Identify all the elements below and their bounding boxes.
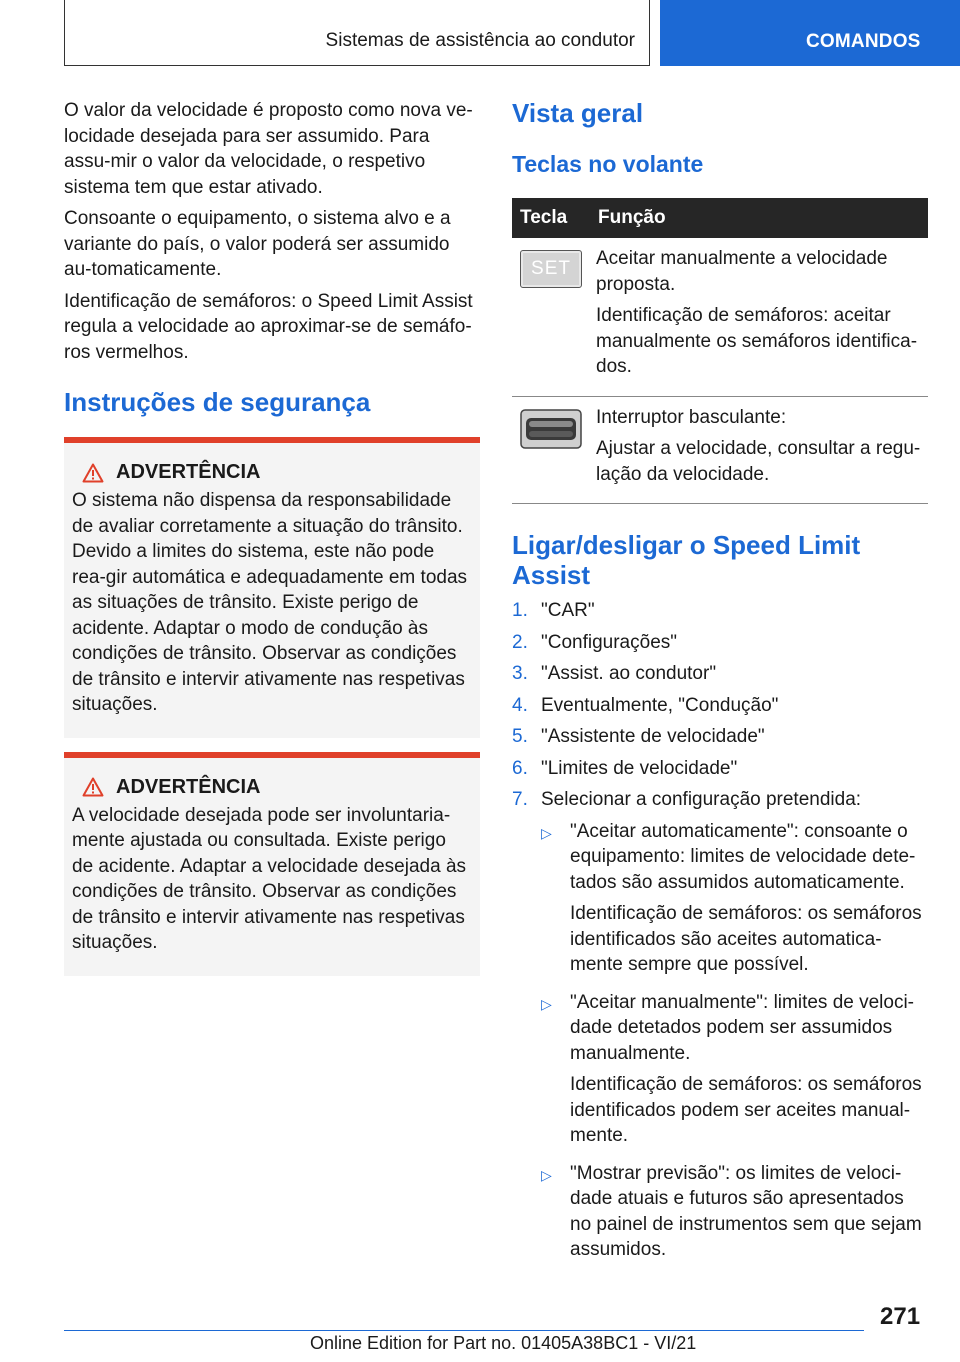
paragraph: Identificação de semáforos: o Speed Limit Assist regula a velocidade ao aproximar-se de semáfo-ros vermelhos. bbox=[64, 290, 473, 363]
table-header-row bbox=[512, 198, 928, 238]
warning-header bbox=[72, 776, 472, 799]
option-text: Identificação de semáforos: os semáforos identificados são aceites automatica-mente sempre que possível. bbox=[570, 903, 922, 975]
function-text: Ajustar a velocidade, consultar a regu-lação da velocidade. bbox=[596, 438, 921, 485]
option-item bbox=[541, 1161, 928, 1269]
keys-heading: Teclas no volante bbox=[512, 151, 704, 177]
triangle-bullet-icon: ▷ bbox=[541, 1166, 552, 1183]
set-key-label: SET bbox=[531, 258, 571, 280]
list-item bbox=[512, 693, 928, 719]
warning-box bbox=[64, 437, 480, 738]
section-title: Sistemas de assistência ao condutor bbox=[325, 30, 635, 51]
step-number: 6. bbox=[512, 757, 528, 779]
warning-header bbox=[72, 461, 472, 484]
step-text: "Limites de velocidade" bbox=[541, 757, 738, 779]
step-number: 7. bbox=[512, 789, 528, 810]
step-text: "Assist. ao condutor" bbox=[541, 663, 717, 684]
step-number: 1. bbox=[512, 600, 528, 621]
warning-title: ADVERTÊNCIA bbox=[116, 461, 261, 483]
list-item bbox=[512, 787, 928, 1269]
step-text: "Configurações" bbox=[541, 631, 678, 653]
option-item bbox=[541, 819, 928, 984]
function-cell bbox=[596, 396, 928, 504]
page-number: 271 bbox=[880, 1303, 921, 1330]
option-text: Identificação de semáforos: os semáforos identificados podem ser aceites manual-mente. bbox=[570, 1074, 922, 1146]
warning-text: A velocidade desejada pode ser involuntaria-mente ajustada ou consultada. Existe perigo de acidente. Adaptar a velocidade desejada às condições de trânsito. Observar as condições de trânsito e intervir ativamente nas respetivas situações. bbox=[72, 804, 467, 953]
steps-list bbox=[512, 598, 928, 1269]
warning-box bbox=[64, 752, 480, 976]
edition-note: Online Edition for Part no. 01405A38BC1 - VI/21 bbox=[310, 1333, 697, 1353]
step-number: 2. bbox=[512, 631, 528, 653]
list-item bbox=[512, 756, 928, 782]
function-text: Interruptor basculante: bbox=[596, 406, 787, 428]
key-cell bbox=[512, 396, 596, 504]
function-text: Aceitar manualmente a velocidade proposta. bbox=[596, 248, 888, 295]
running-header-section bbox=[64, 0, 650, 66]
list-item bbox=[512, 661, 928, 687]
table-row bbox=[512, 238, 928, 396]
options-list bbox=[541, 819, 928, 1269]
step-number: 3. bbox=[512, 663, 528, 684]
triangle-bullet-icon: ▷ bbox=[541, 824, 552, 841]
warning-text: O sistema não dispensa da responsabilidade de avaliar corretamente a situação do trânsito. Devido a limites do sistema, este não pode rea-gir automática e adequadamente em todas as situações de trânsito. Existe perigo de acidente. Adaptar o modo de condução às condições de trânsito. Observar as condições de trânsito e intervir ativamente nas respetivas situações. bbox=[72, 490, 468, 715]
running-header-chapter bbox=[660, 0, 960, 66]
paragraph: O valor da velocidade é proposto como nova ve-locidade desejada para ser assumido. Para assu-mir o valor da velocidade, o respetivo sistema tem que estar ativado. bbox=[64, 100, 473, 198]
rocker-switch-icon bbox=[520, 409, 582, 449]
set-button-icon bbox=[520, 250, 582, 288]
function-text: Identificação de semáforos: aceitar manualmente os semáforos identifica-dos. bbox=[596, 305, 918, 377]
overview-heading: Vista geral bbox=[512, 98, 644, 128]
safety-heading: Instruções de segurança bbox=[64, 387, 371, 417]
keys-table bbox=[512, 198, 928, 504]
triangle-bullet-icon: ▷ bbox=[541, 995, 552, 1012]
option-item bbox=[541, 990, 928, 1155]
list-item bbox=[512, 630, 928, 656]
onoff-heading: Ligar/desligar o Speed Limit Assist bbox=[512, 530, 861, 590]
option-text: "Aceitar automaticamente": consoante o equipamento: limites de velocidade dete-tados são assumidos automaticamente. bbox=[570, 820, 916, 893]
warning-triangle-icon bbox=[82, 777, 104, 797]
function-cell bbox=[596, 238, 928, 396]
step-text: Eventualmente, "Condução" bbox=[541, 694, 779, 716]
column-header-function: Função bbox=[596, 198, 928, 238]
paragraph: Consoante o equipamento, o sistema alvo e a variante do país, o valor poderá ser assumido au-tomaticamente. bbox=[64, 208, 451, 280]
warning-title: ADVERTÊNCIA bbox=[116, 775, 261, 798]
step-text: "CAR" bbox=[541, 600, 595, 621]
chapter-title: COMANDOS bbox=[806, 31, 921, 52]
table-row bbox=[512, 396, 928, 504]
key-cell bbox=[512, 238, 596, 396]
column-header-key: Tecla bbox=[512, 198, 596, 238]
step-number: 4. bbox=[512, 694, 528, 716]
step-number: 5. bbox=[512, 726, 528, 747]
option-text: "Mostrar previsão": os limites de veloci-dade atuais e futuros são apresentados no painel de instrumentos sem que sejam assumidos. bbox=[570, 1162, 922, 1260]
option-text: "Aceitar manualmente": limites de veloci-dade detetados podem ser assumidos manualmente. bbox=[570, 991, 915, 1064]
list-item bbox=[512, 598, 928, 624]
warning-triangle-icon bbox=[82, 463, 104, 483]
step-text: Selecionar a configuração pretendida: bbox=[541, 789, 862, 810]
footer-rule bbox=[64, 1330, 864, 1331]
list-item bbox=[512, 724, 928, 750]
right-column bbox=[512, 98, 928, 1275]
left-column bbox=[64, 98, 480, 976]
step-text: "Assistente de velocidade" bbox=[541, 726, 765, 747]
